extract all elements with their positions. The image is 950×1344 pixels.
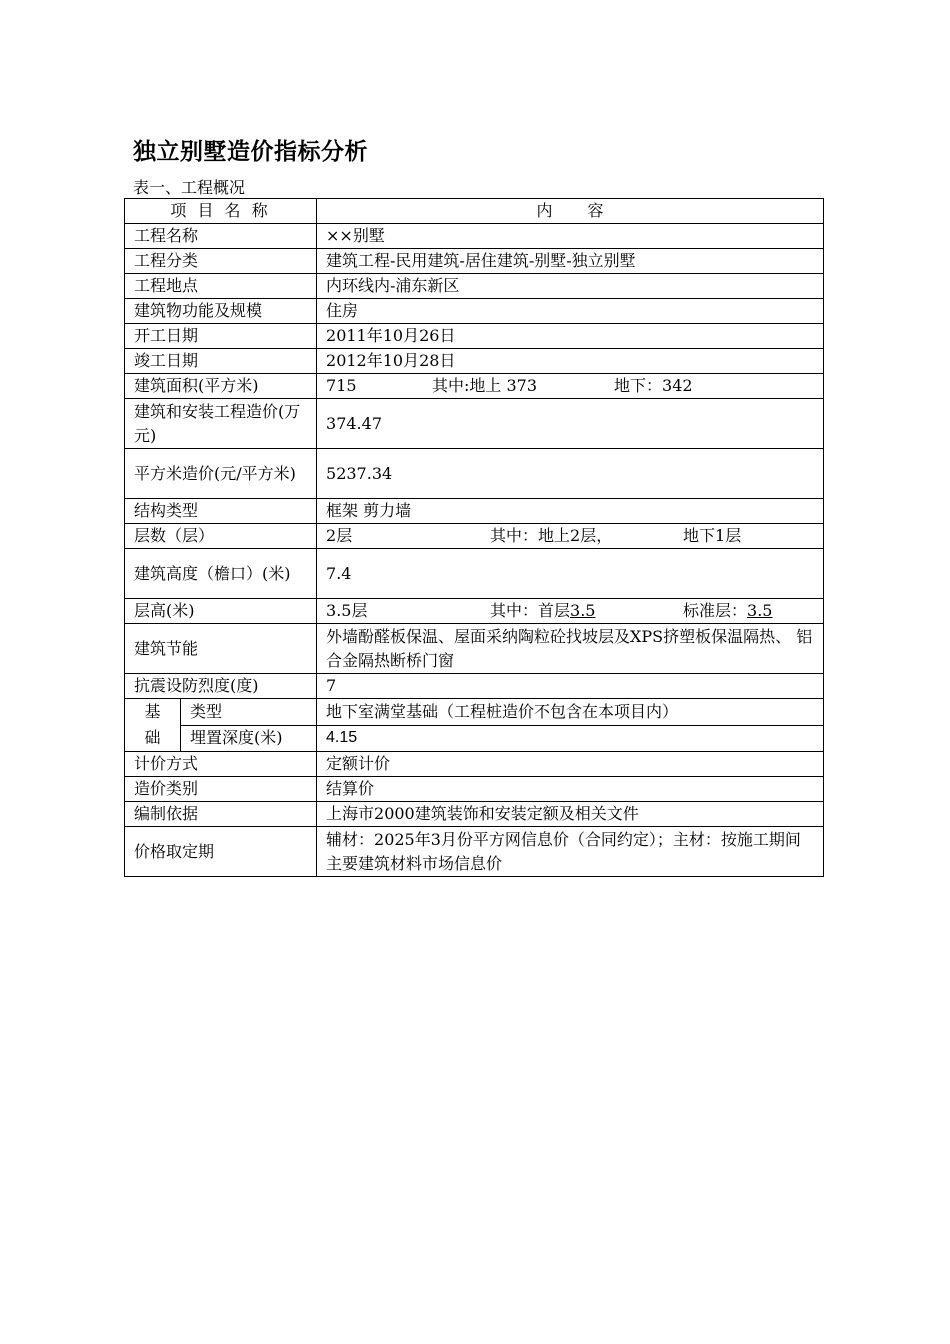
row-label: 造价类别 bbox=[125, 777, 317, 802]
row-value: 定额计价 bbox=[317, 752, 824, 777]
floor-height-first: 其中：首层3.5 bbox=[490, 601, 596, 620]
row-label: 价格取定期 bbox=[125, 827, 317, 877]
table-row bbox=[125, 499, 824, 524]
table-row bbox=[125, 624, 824, 674]
table-row bbox=[125, 802, 824, 827]
row-label: 建筑物功能及规模 bbox=[125, 299, 317, 324]
table-row bbox=[125, 374, 824, 399]
row-label: 编制依据 bbox=[125, 802, 317, 827]
area-total: 715 bbox=[326, 376, 357, 395]
area-below: 地下：342 bbox=[614, 376, 693, 395]
floor-height-total: 3.5层 bbox=[326, 601, 368, 620]
area-above: 其中:地上 373 bbox=[432, 376, 538, 395]
table-row bbox=[125, 449, 824, 499]
table-row bbox=[125, 549, 824, 599]
table-row bbox=[125, 299, 824, 324]
foundation-type-label: 类型 bbox=[181, 699, 317, 726]
foundation-depth-value: 4.15 bbox=[317, 725, 824, 752]
floors-above: 其中：地上2层， bbox=[490, 526, 613, 545]
table-row bbox=[125, 827, 824, 877]
table-row bbox=[125, 777, 824, 802]
row-value: 2011年10月26日 bbox=[317, 324, 824, 349]
table-row bbox=[125, 349, 824, 374]
row-label: 抗震设防烈度(度) bbox=[125, 674, 317, 699]
table-row bbox=[125, 249, 824, 274]
table-row bbox=[125, 399, 824, 449]
row-value bbox=[317, 374, 824, 399]
row-label: 层数（层） bbox=[125, 524, 317, 549]
row-label: 竣工日期 bbox=[125, 349, 317, 374]
table-row bbox=[125, 699, 824, 726]
row-label: 工程分类 bbox=[125, 249, 317, 274]
row-label: 结构类型 bbox=[125, 499, 317, 524]
row-value: 7 bbox=[317, 674, 824, 699]
row-label: 建筑面积(平方米) bbox=[125, 374, 317, 399]
table-caption: 表一、工程概况 bbox=[133, 178, 246, 197]
row-value: 2012年10月28日 bbox=[317, 349, 824, 374]
table-header-row bbox=[125, 199, 824, 224]
row-value: 上海市2000建筑装饰和安装定额及相关文件 bbox=[317, 802, 824, 827]
row-label: 建筑和安装工程造价(万元) bbox=[125, 399, 317, 449]
table-row bbox=[125, 224, 824, 249]
floors-below: 地下1层 bbox=[683, 526, 742, 545]
table-row bbox=[125, 524, 824, 549]
row-value: 374.47 bbox=[317, 399, 824, 449]
row-value: 7.4 bbox=[317, 549, 824, 599]
table-row bbox=[125, 599, 824, 624]
row-value: 结算价 bbox=[317, 777, 824, 802]
row-label: 层高(米) bbox=[125, 599, 317, 624]
project-overview-table bbox=[124, 198, 824, 877]
table-row bbox=[125, 752, 824, 777]
row-value bbox=[317, 524, 824, 549]
row-label: 建筑节能 bbox=[125, 624, 317, 674]
floors-total: 2层 bbox=[326, 526, 353, 545]
floor-height-standard: 标准层：3.5 bbox=[683, 601, 773, 620]
table-row bbox=[125, 274, 824, 299]
row-label: 计价方式 bbox=[125, 752, 317, 777]
row-label: 平方米造价(元/平方米) bbox=[125, 449, 317, 499]
row-value: 辅材：2025年3月份平方网信息价（合同约定）；主材：按施工期间主要建筑材料市场信息价 bbox=[317, 827, 824, 877]
row-label: 建筑高度（檐口）(米) bbox=[125, 549, 317, 599]
table-row bbox=[125, 725, 824, 752]
header-content: 内 容 bbox=[317, 199, 824, 224]
foundation-label: 基础 bbox=[125, 699, 181, 752]
row-label: 开工日期 bbox=[125, 324, 317, 349]
row-value: 建筑工程-民用建筑-居住建筑-别墅-独立别墅 bbox=[317, 249, 824, 274]
row-label: 工程地点 bbox=[125, 274, 317, 299]
table-row bbox=[125, 324, 824, 349]
row-value: 框架 剪力墙 bbox=[317, 499, 824, 524]
row-label: 工程名称 bbox=[125, 224, 317, 249]
row-value: ××别墅 bbox=[317, 224, 824, 249]
header-item: 项 目 名 称 bbox=[125, 199, 317, 224]
row-value: 外墙酚醛板保温、屋面采纳陶粒砼找坡层及XPS挤塑板保温隔热、 铝合金隔热断桥门窗 bbox=[317, 624, 824, 674]
foundation-depth-label: 埋置深度(米) bbox=[181, 725, 317, 752]
document-title: 独立别墅造价指标分析 bbox=[133, 139, 368, 165]
row-value: 5237.34 bbox=[317, 449, 824, 499]
table-row bbox=[125, 674, 824, 699]
row-value: 住房 bbox=[317, 299, 824, 324]
row-value bbox=[317, 599, 824, 624]
foundation-type-value: 地下室满堂基础（工程桩造价不包含在本项目内） bbox=[317, 699, 824, 726]
row-value: 内环线内-浦东新区 bbox=[317, 274, 824, 299]
